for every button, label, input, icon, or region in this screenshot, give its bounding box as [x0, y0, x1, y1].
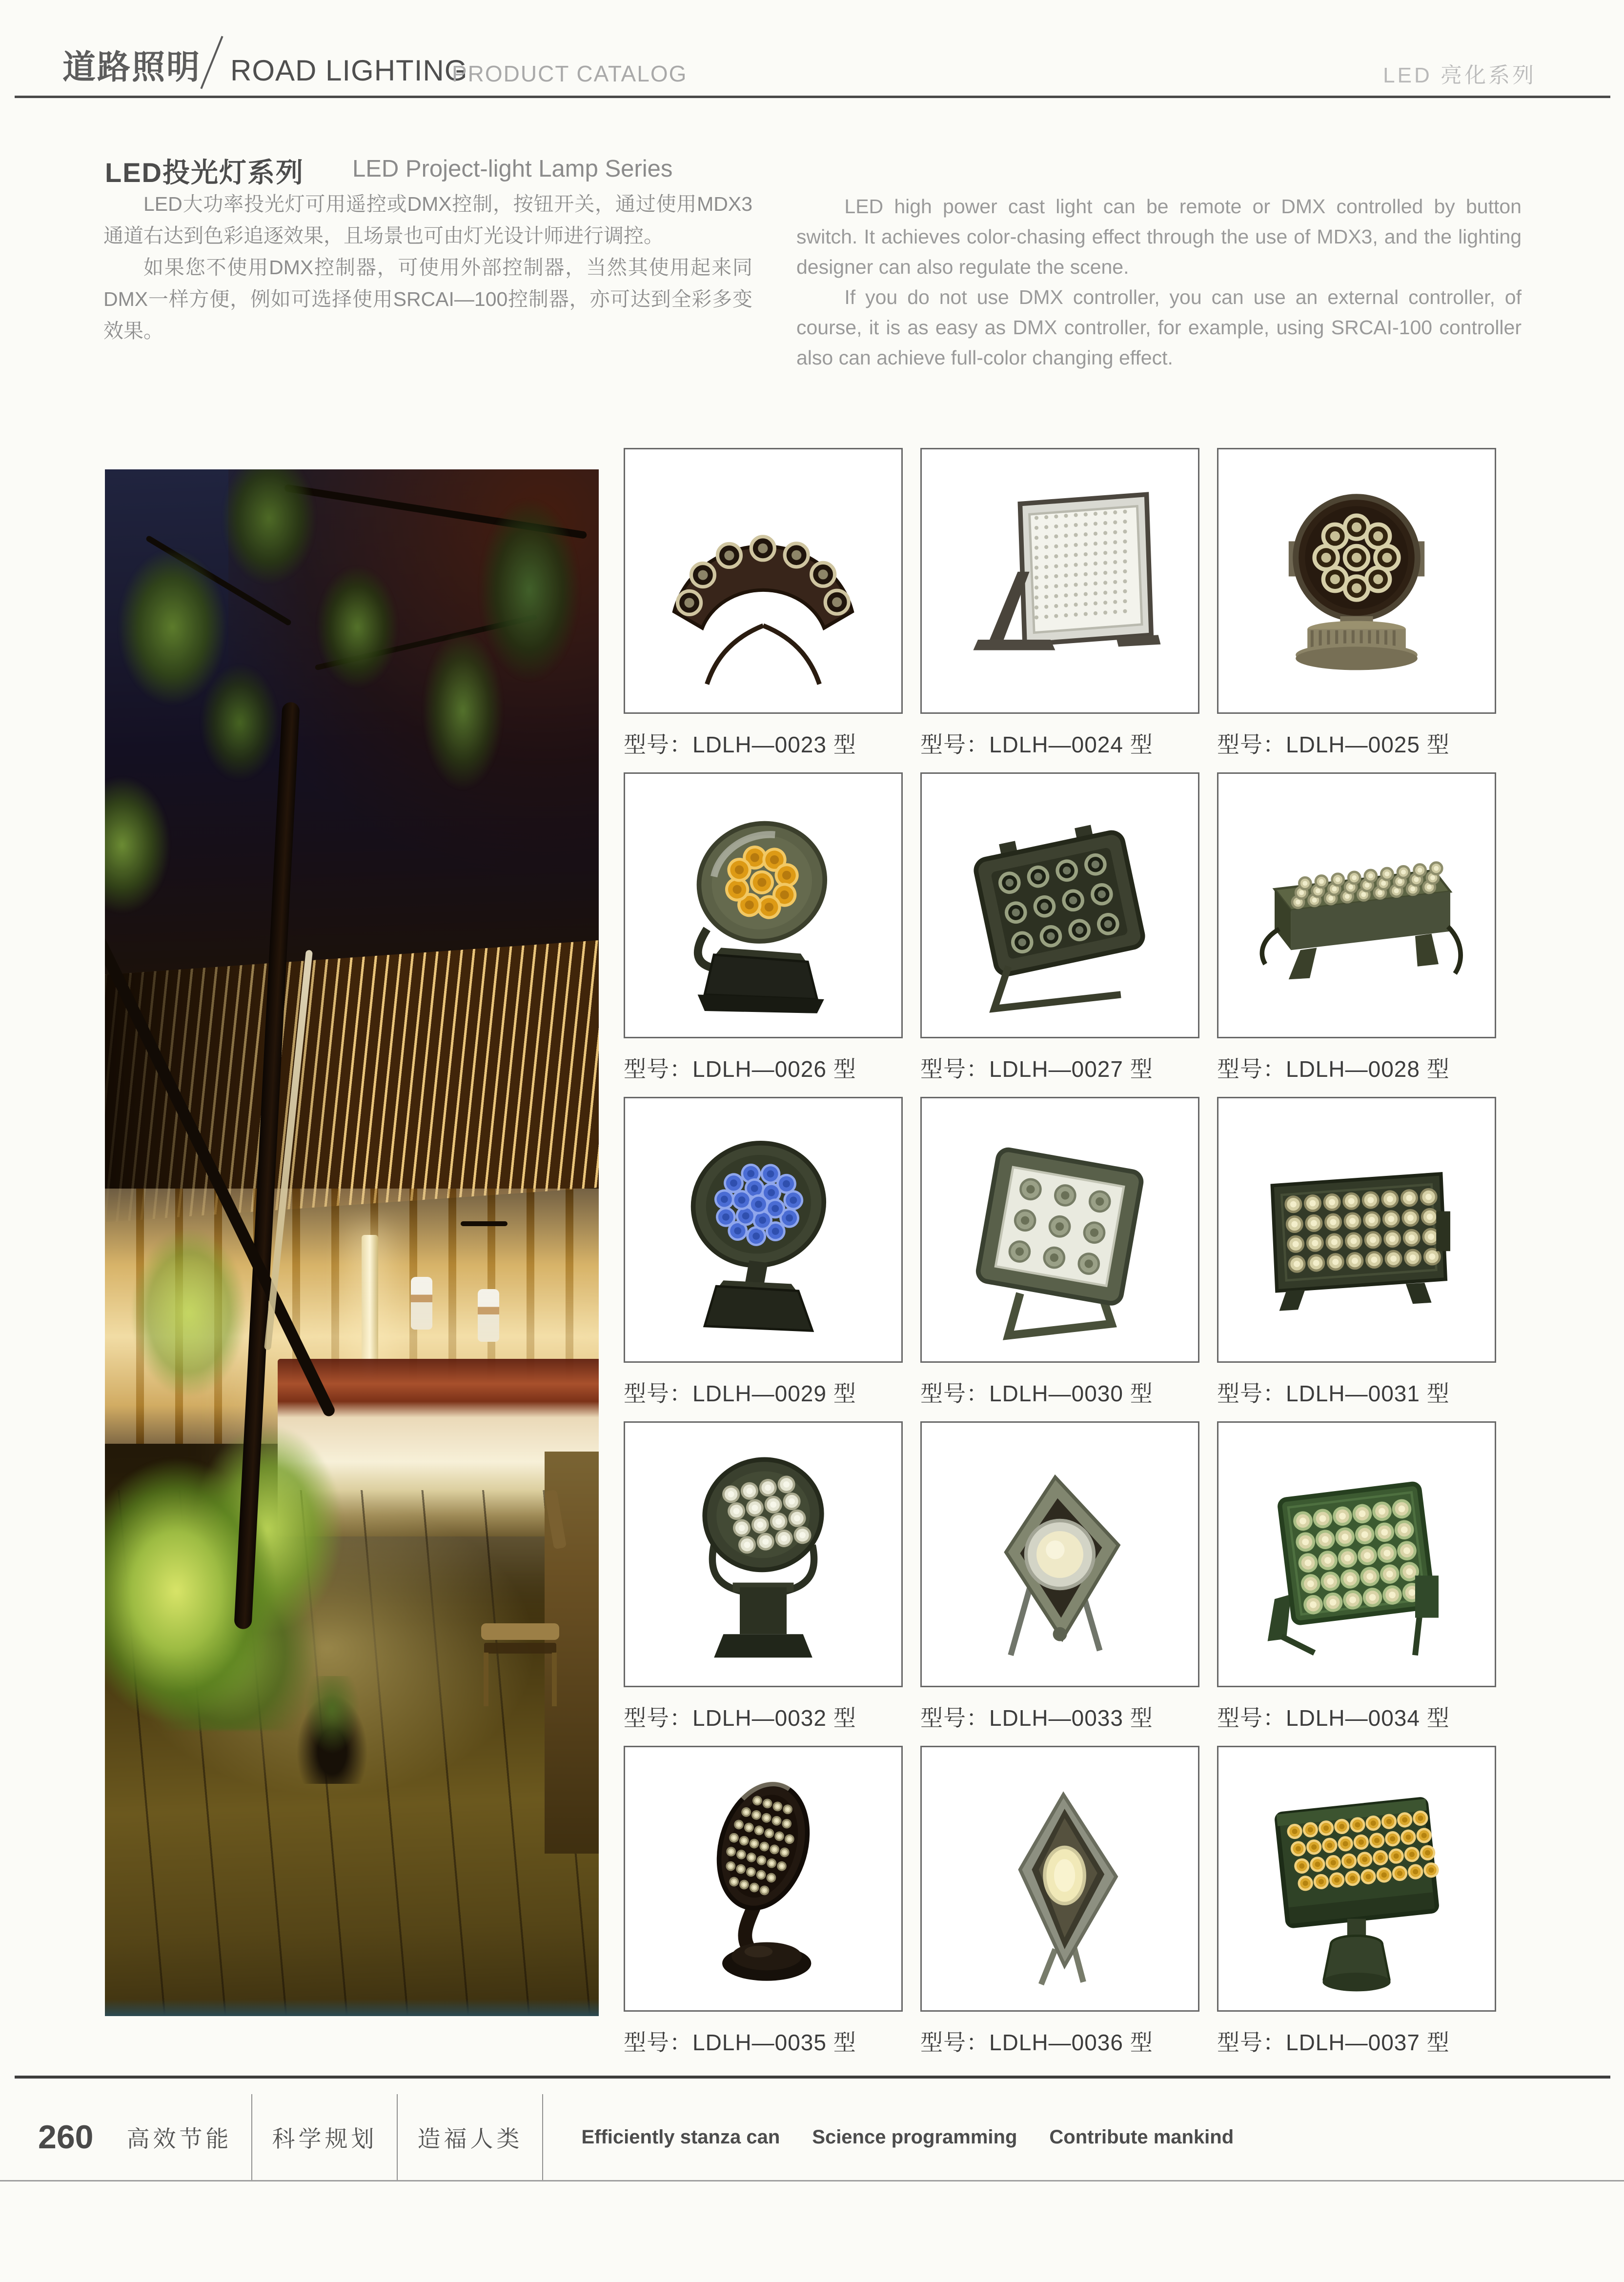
- product-cell: [624, 1421, 903, 1746]
- footer-slogan-cn-2: 科学规划: [252, 2094, 398, 2180]
- product-photo-frame: [624, 448, 903, 714]
- product-photo-frame: [920, 448, 1199, 714]
- product-model-label: 型号：LDLH—0036 型: [920, 2030, 1153, 2055]
- product-cell: [920, 1421, 1199, 1746]
- product-model-label: 型号：LDLH—0034 型: [1217, 1705, 1450, 1731]
- product-image-square-floodlight-white-face: [943, 1113, 1177, 1347]
- product-image-round-spotlight-drum-base: [1239, 464, 1474, 698]
- product-photo-frame: [624, 772, 903, 1038]
- footer-bottom-rule: [0, 2180, 1624, 2181]
- footer-rule: [15, 2076, 1610, 2079]
- photo-chair-legs: [484, 1653, 557, 1706]
- product-model-label: 型号：LDLH—0024 型: [920, 732, 1153, 757]
- footer-slogan-cn-1: 高效节能: [107, 2094, 252, 2180]
- en-paragraph-2: If you do not use DMX controller, you can use an external controller, of course, it is as easy as DMX controller, for example, using SRCAI-100 controller also can achieve full-color changing effect.: [796, 286, 1522, 369]
- product-cell: [1217, 1097, 1496, 1421]
- product-model-label: 型号：LDLH—0026 型: [624, 1056, 856, 1082]
- product-cell: [1217, 772, 1496, 1097]
- intro-text-cn: [103, 188, 752, 347]
- product-photo-frame: [920, 1097, 1199, 1363]
- product-image-round-spotlight-tall-pedestal: [646, 1437, 880, 1672]
- product-image-round-spotlight-amber-box-base: [646, 788, 880, 1023]
- product-photo-frame: [1217, 772, 1496, 1038]
- photo-chef: [411, 1277, 432, 1330]
- photo-tree-canopy-right: [396, 469, 599, 871]
- footer-slogan-en-1: Efficiently stanza can: [581, 2126, 780, 2148]
- product-image-tilted-floodlight: [943, 788, 1177, 1023]
- brand-title-cn: 道路照明: [62, 49, 202, 86]
- product-cell: [624, 1746, 903, 2070]
- page-title-cn: LED投光灯系列: [105, 157, 304, 188]
- product-image-arc-lamp: [646, 464, 880, 698]
- product-photo-frame: [624, 1097, 903, 1363]
- product-model-label: 型号：LDLH—0029 型: [624, 1381, 856, 1406]
- page-title-en: LED Project-light Lamp Series: [352, 156, 673, 182]
- product-photo-frame: [1217, 1421, 1496, 1687]
- brand-subtitle: PRODUCT CATALOG: [452, 61, 688, 86]
- product-cell: [1217, 1421, 1496, 1746]
- footer: [38, 2094, 1234, 2180]
- product-image-oval-spotlight-dome-base: [646, 1762, 880, 1996]
- product-photo-frame: [1217, 448, 1496, 714]
- footer-slogan-en-2: Science programming: [812, 2126, 1017, 2148]
- product-image-round-spotlight-blue-pedestal: [646, 1113, 880, 1347]
- product-model-label: 型号：LDLH—0028 型: [1217, 1056, 1450, 1082]
- product-cell: [920, 1746, 1199, 2070]
- cn-paragraph-1: LED大功率投光灯可用遥控或DMX控制，按钮开关，通过使用MDX3通道右达到色彩追逐效果，且场景也可由灯光设计师进行调控。: [103, 193, 752, 247]
- brand-title-en: ROAD LIGHTING: [230, 54, 468, 87]
- product-cell: [624, 1097, 903, 1421]
- product-photo-frame: [920, 1421, 1199, 1687]
- footer-slogan-cn-3: 造福人类: [398, 2094, 543, 2180]
- product-photo-frame: [920, 772, 1199, 1038]
- product-photo-frame: [624, 1421, 903, 1687]
- product-image-linear-wall-washer: [1239, 788, 1474, 1023]
- product-photo-frame: [920, 1746, 1199, 2012]
- night-garden-photo: [105, 469, 599, 2016]
- photo-planter: [293, 1676, 372, 1784]
- cn-paragraph-2: 如果您不使用DMX控制器，可使用外部控制器，当然其使用起来同DMX一样方便，例如可选择使用SRCAI—100控制器，亦可达到全彩多变效果。: [103, 256, 752, 342]
- photo-ceiling-fan: [461, 1221, 508, 1226]
- product-model-label: 型号：LDLH—0025 型: [1217, 732, 1450, 757]
- brand-slash-divider: [200, 36, 223, 89]
- product-image-panel-floodlight: [943, 464, 1177, 698]
- product-grid: [624, 448, 1496, 2070]
- en-paragraph-1: LED high power cast light can be remote or DMX controlled by button switch. It achieves color-chasing effect through the use of MDX3, and the lighting designer can also regulate the scene.: [796, 195, 1522, 278]
- footer-slogan-en-3: Contribute mankind: [1049, 2126, 1234, 2148]
- product-model-label: 型号：LDLH—0035 型: [624, 2030, 856, 2055]
- product-model-label: 型号：LDLH—0037 型: [1217, 2030, 1450, 2055]
- product-cell: [920, 772, 1199, 1097]
- intro-text-en: [796, 191, 1522, 373]
- product-cell: [920, 1097, 1199, 1421]
- product-model-label: 型号：LDLH—0027 型: [920, 1056, 1153, 1082]
- product-image-cob-floodlight-side: [943, 1437, 1177, 1672]
- product-cell: [624, 772, 903, 1097]
- header-rule: [15, 96, 1610, 98]
- product-model-label: 型号：LDLH—0031 型: [1217, 1381, 1450, 1406]
- product-image-led-grid-panel-wide: [1239, 1113, 1474, 1347]
- product-image-led-grid-panel-green: [1239, 1437, 1474, 1672]
- page-number: 260: [38, 2119, 94, 2156]
- product-photo-frame: [1217, 1746, 1496, 2012]
- product-image-cob-floodlight-profile: [943, 1762, 1177, 1996]
- product-model-label: 型号：LDLH—0030 型: [920, 1381, 1153, 1406]
- product-cell: [1217, 448, 1496, 772]
- product-cell: [1217, 1746, 1496, 2070]
- product-model-label: 型号：LDLH—0032 型: [624, 1705, 856, 1731]
- series-label: LED 亮化系列: [1383, 63, 1536, 87]
- product-model-label: 型号：LDLH—0023 型: [624, 732, 856, 757]
- photo-chair-seat: [481, 1623, 559, 1640]
- product-photo-frame: [624, 1746, 903, 2012]
- product-cell: [624, 448, 903, 772]
- product-model-label: 型号：LDLH—0033 型: [920, 1705, 1153, 1731]
- photo-chef: [478, 1289, 499, 1342]
- footer-slogans-en: [581, 2126, 1234, 2148]
- photo-bottom-edge: [105, 1999, 599, 2016]
- product-photo-frame: [1217, 1097, 1496, 1363]
- product-cell: [920, 448, 1199, 772]
- product-image-led-grid-panel-amber-pole: [1239, 1762, 1474, 1996]
